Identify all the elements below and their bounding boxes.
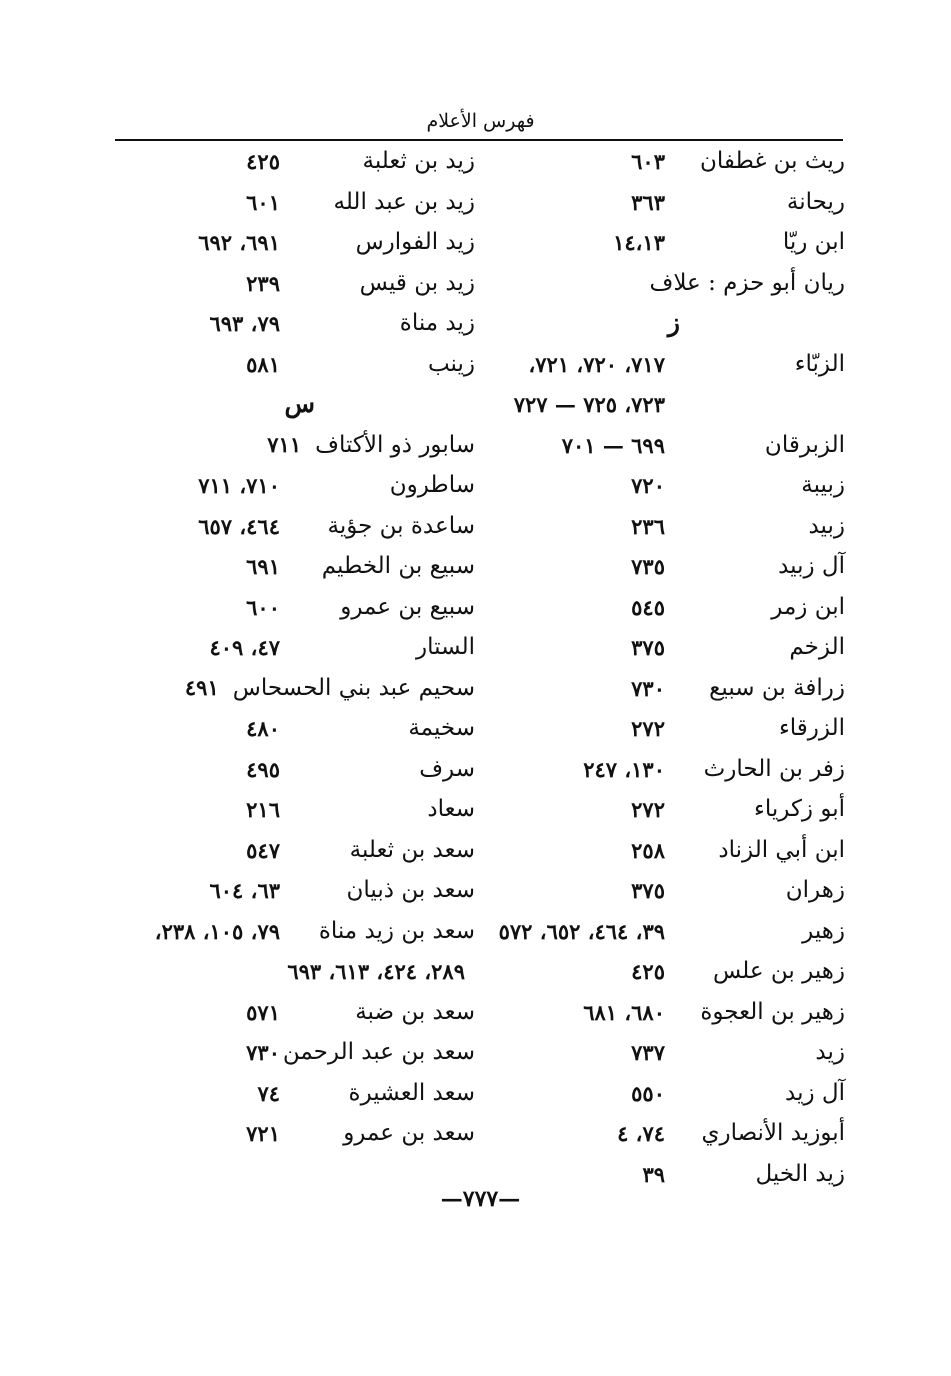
- index-entry: [480, 707, 845, 748]
- running-header: فهرس الأعلام: [426, 110, 535, 132]
- entry-pages: ٣٧٥: [631, 635, 665, 660]
- entry-name: زيد بن عبد الله: [333, 188, 475, 215]
- entry-name: زيد بن قيس: [359, 269, 475, 296]
- index-entry: [480, 1072, 845, 1113]
- entry-pages: ٦٠٠: [246, 594, 280, 620]
- entry-name: زيد الخيل: [755, 1160, 845, 1187]
- entry-pages: ٤٧، ٤٠٩: [209, 635, 280, 660]
- entry-name: آل زبيد: [778, 553, 845, 579]
- entry-pages: ٣٧٥: [631, 878, 665, 903]
- entry-pages: ٦٠١: [246, 189, 280, 215]
- index-entry: [480, 140, 845, 181]
- entry-pages: ٦٣، ٦٠٤: [209, 878, 280, 903]
- entry-name: زفر بن الحارث: [703, 755, 845, 782]
- entry-name: زهير: [802, 917, 845, 944]
- entry-pages: ٤٦٤، ٦٥٧: [198, 513, 280, 539]
- index-entry: [115, 910, 475, 951]
- entry-pages: ٣٩، ٤٦٤، ٦٥٢، ٥٧٢: [498, 918, 665, 944]
- entry-pages: ٣٦٣: [631, 189, 665, 215]
- entry-name: الزبّاء: [794, 350, 845, 377]
- entry-name: أبوزيد الأنصاري: [701, 1120, 845, 1146]
- index-entry: [480, 181, 845, 222]
- entry-name: زيد مناة: [399, 310, 475, 336]
- entry-name: زهير بن علس: [712, 958, 845, 984]
- entry-name: الزبرقان: [764, 431, 845, 458]
- section-letter-row: [480, 302, 845, 343]
- entry-pages: ٢٣٩: [246, 270, 280, 296]
- index-entry: [480, 667, 845, 708]
- index-entry: [480, 464, 845, 505]
- entry-name: ابن ريّا: [782, 229, 845, 255]
- entry-name: سعد بن عبد الرحمن: [282, 1039, 475, 1065]
- entry-name: ريان أبو حزم : علاف: [649, 269, 845, 296]
- entry-pages: ٥٤٧: [246, 837, 280, 863]
- entry-pages: ٢٧٢: [631, 716, 665, 741]
- entry-name: زيد الفوارس: [355, 229, 475, 255]
- index-entry: [115, 505, 475, 546]
- index-entry: [115, 464, 475, 505]
- entry-name: سخيمة: [408, 715, 475, 741]
- entry-name: أبو زكرياء: [754, 796, 845, 822]
- index-entry: [115, 1112, 475, 1153]
- entry-pages: ٤٩٥: [246, 756, 280, 782]
- entry-pages: ٦٠٣: [631, 149, 665, 174]
- entry-pages: ٦٩٩ — ٧٠١: [561, 432, 665, 458]
- entry-name: سعد بن ضبة: [355, 998, 475, 1025]
- entry-pages: ٧١٧، ٧٢٠، ٧٢١،: [528, 351, 665, 377]
- entry-pages: ٢٨٩، ٤٢٤، ٦١٣، ٦٩٣: [287, 959, 465, 984]
- entry-name: سبيع بن الخطيم: [321, 553, 475, 579]
- index-entry: [115, 181, 475, 222]
- entry-name: ابن زمر: [771, 593, 845, 620]
- index-entry: [115, 1031, 475, 1072]
- entry-name: الزرقاء: [778, 715, 845, 741]
- entry-name: زينب: [427, 350, 475, 377]
- entry-pages: ٣٩: [642, 1161, 665, 1187]
- entry-pages: ٧١٠، ٧١١: [198, 473, 280, 498]
- entry-name: سعد بن عمرو: [343, 1120, 475, 1146]
- index-entry: [480, 626, 845, 667]
- entry-pages: ٧٤: [257, 1080, 280, 1106]
- entry-pages: ٧٩، ٦٩٣: [209, 311, 280, 336]
- entry-name: سعد بن ثعلبة: [349, 836, 475, 863]
- entry-pages: ٧٣٧: [631, 1040, 665, 1065]
- entry-pages: ٤٩١: [184, 674, 219, 700]
- entry-name: سعد بن ذبيان: [346, 877, 475, 903]
- entry-pages: ٢٧٢: [631, 797, 665, 822]
- entry-pages: ٦٨٠، ٦٨١: [583, 999, 665, 1025]
- index-entry: [480, 586, 845, 627]
- entry-name: سعد بن زيد مناة: [318, 917, 475, 944]
- entry-pages: ٥٧١: [246, 999, 280, 1025]
- entry-pages: ٥٨١: [246, 351, 280, 377]
- index-entry: [115, 667, 475, 708]
- entry-name: زرافة بن سبيع: [709, 674, 845, 701]
- entry-name: سابور ذو الأكتاف: [315, 431, 475, 458]
- index-entry: [115, 707, 475, 748]
- index-entry: [115, 343, 475, 384]
- entry-name: زهير بن العجوة: [700, 998, 845, 1025]
- index-entry: [480, 1112, 845, 1153]
- entry-pages: ٦٩١، ٦٩٢: [198, 230, 280, 255]
- entry-name: زيد بن ثعلبة: [362, 148, 475, 174]
- entry-name: زبيبة: [801, 472, 845, 498]
- entry-pages: ٤٨٠: [246, 716, 280, 741]
- entry-pages: ٤٢٥: [246, 149, 280, 174]
- entry-pages: ١٤،١٣: [613, 230, 665, 255]
- index-entry: [480, 545, 845, 586]
- entry-name: ساطرون: [389, 472, 475, 498]
- index-entry: [115, 140, 475, 181]
- entry-name: زيد: [815, 1039, 845, 1065]
- index-entry: [480, 910, 845, 951]
- entry-name: ابن أبي الزناد: [718, 836, 845, 863]
- index-entry: [480, 748, 845, 789]
- entry-name: زهران: [785, 877, 845, 903]
- entry-pages: ٧٢٠: [631, 473, 665, 498]
- index-column-right: [480, 140, 845, 1193]
- entry-name: زبيد: [808, 512, 845, 539]
- entry-pages: ٧٣٥: [631, 554, 665, 579]
- entry-name: سعد العشيرة: [348, 1079, 475, 1106]
- index-entry: [115, 829, 475, 870]
- index-entry: [480, 383, 845, 424]
- index-entry: [115, 1072, 475, 1113]
- index-entry: [480, 869, 845, 910]
- entry-pages: ٧٣٠: [246, 1040, 280, 1065]
- index-column-left: [115, 140, 475, 1153]
- entry-pages: ٧٩، ١٠٥، ٢٣٨،: [154, 918, 280, 944]
- index-entry: [115, 748, 475, 789]
- entry-pages: ٢٣٦: [631, 513, 665, 539]
- page-number: —٧٧٧—: [440, 1186, 521, 1212]
- entry-pages: ١٣٠، ٢٤٧: [583, 756, 665, 782]
- index-entry: [115, 302, 475, 343]
- entry-name: سحيم عبد بني الحسحاس: [232, 674, 475, 701]
- entry-pages: ٢٥٨: [631, 837, 665, 863]
- entry-pages: ٦٩١: [246, 554, 280, 579]
- index-entry: [115, 262, 475, 303]
- index-entry: [480, 343, 845, 384]
- index-entry: [480, 1031, 845, 1072]
- index-entry: [115, 788, 475, 829]
- entry-name: آل زيد: [785, 1079, 845, 1106]
- entry-name: سبيع بن عمرو: [340, 593, 475, 620]
- index-entry: [480, 262, 845, 303]
- index-entry: [480, 829, 845, 870]
- index-entry: [480, 424, 845, 465]
- index-entry: [115, 991, 475, 1032]
- entry-pages: ٧٢١: [246, 1121, 280, 1146]
- entry-pages: ٥٤٥: [631, 594, 665, 620]
- entry-name: سعاد: [427, 796, 475, 822]
- entry-name: ساعدة بن جؤية: [327, 512, 475, 539]
- entry-pages: ٢١٦: [246, 797, 280, 822]
- section-letter-row: [115, 383, 475, 424]
- entry-pages: ٧٤، ٤: [617, 1121, 665, 1146]
- entry-pages: ٤٢٥: [631, 959, 665, 984]
- index-entry: [115, 424, 475, 465]
- entry-pages: ٧٢٣، ٧٢٥ — ٧٢٧: [513, 392, 665, 417]
- index-entry: [480, 950, 845, 991]
- entry-pages: ٧٣٠: [631, 675, 665, 701]
- section-letter: ز: [667, 308, 680, 337]
- section-letter: س: [284, 389, 315, 418]
- index-entry: [115, 950, 475, 991]
- index-entry: [480, 505, 845, 546]
- index-entry: [115, 869, 475, 910]
- entry-name: الزخم: [789, 634, 845, 660]
- index-entry: [115, 626, 475, 667]
- entry-name: سرف: [419, 755, 475, 782]
- index-entry: [480, 991, 845, 1032]
- index-entry: [115, 586, 475, 627]
- index-entry: [480, 788, 845, 829]
- entry-name: ريحانة: [786, 188, 845, 215]
- entry-name: الستار: [416, 634, 475, 660]
- entry-pages: ٧١١: [267, 431, 302, 457]
- entry-name: ريث بن غطفان: [699, 148, 845, 174]
- entry-pages: ٥٥٠: [631, 1080, 665, 1106]
- index-entry: [480, 221, 845, 262]
- index-entry: [115, 221, 475, 262]
- index-entry: [115, 545, 475, 586]
